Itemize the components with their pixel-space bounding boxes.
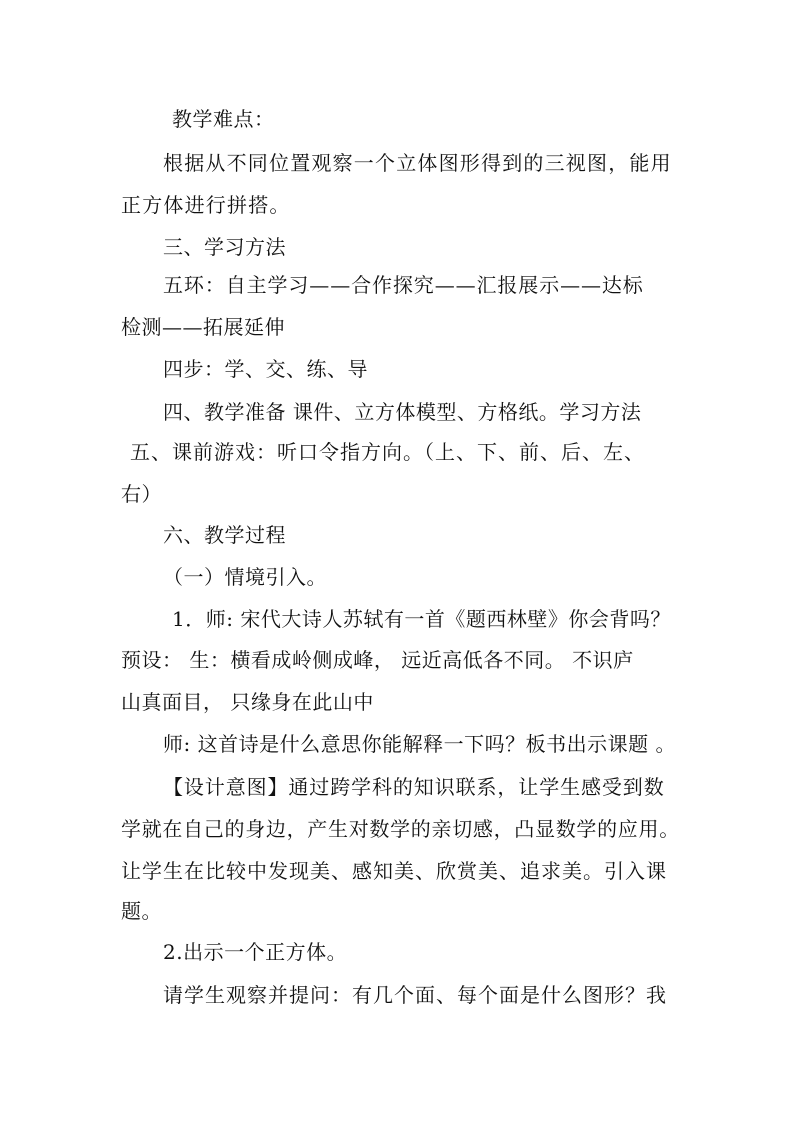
text-line-five-steps-2: 检测——拓展延伸 xyxy=(121,315,285,339)
text-line-poem-2: 山真面目， 只缘身在此山中 xyxy=(121,690,374,714)
text-line-difficulty-1: 根据从不同位置观察一个立体图形得到的三视图，能用 xyxy=(163,151,672,175)
text-line-difficulty-2: 正方体进行拼搭。 xyxy=(121,193,291,217)
section-heading-methods: 三、学习方法 xyxy=(163,235,286,259)
text-line-teacher-question: 师: 这首诗是什么意思你能解释一下吗？板书出示课题 。 xyxy=(163,732,676,756)
text-line-game-2: 右） xyxy=(121,482,162,506)
text-line-design-intent-3: 让学生在比较中发现美、感知美、欣赏美、追求美。引入课 xyxy=(121,859,667,883)
subsection-heading-intro: （一）情境引入。 xyxy=(163,565,327,589)
text-line-four-steps: 四步：学、交、练、导 xyxy=(163,357,368,381)
text-line-difficulty-heading: 教学难点： xyxy=(172,107,275,131)
text-line-poem-1: 预设： 生：横看成岭侧成峰， 远近高低各不同。 不识庐 xyxy=(121,648,634,672)
text-line-cube-question: 请学生观察并提问：有几个面、每个面是什么图形？我 xyxy=(163,983,667,1007)
text-line-poem-question: 1．师: 宋代大诗人苏轼有一首《题西林壁》你会背吗？ xyxy=(172,607,671,631)
text-line-cube-heading: 2.出示一个正方体。 xyxy=(163,940,348,964)
section-heading-process: 六、教学过程 xyxy=(163,523,286,547)
text-line-design-intent-4: 题。 xyxy=(121,899,162,923)
text-line-five-steps-1: 五环：自主学习——合作探究——汇报展示——达标 xyxy=(163,273,644,297)
text-line-design-intent-2: 学就在自己的身边，产生对数学的亲切感，凸显数学的应用。 xyxy=(121,817,680,841)
section-heading-preparation: 四、教学准备 课件、立方体模型、方格纸。学习方法 xyxy=(163,400,642,424)
section-heading-game: 五、课前游戏：听口令指方向。（上、下、前、后、左、 xyxy=(130,440,645,464)
text-line-design-intent-1: 【设计意图】通过跨学科的知识联系，让学生感受到数 xyxy=(163,775,665,799)
